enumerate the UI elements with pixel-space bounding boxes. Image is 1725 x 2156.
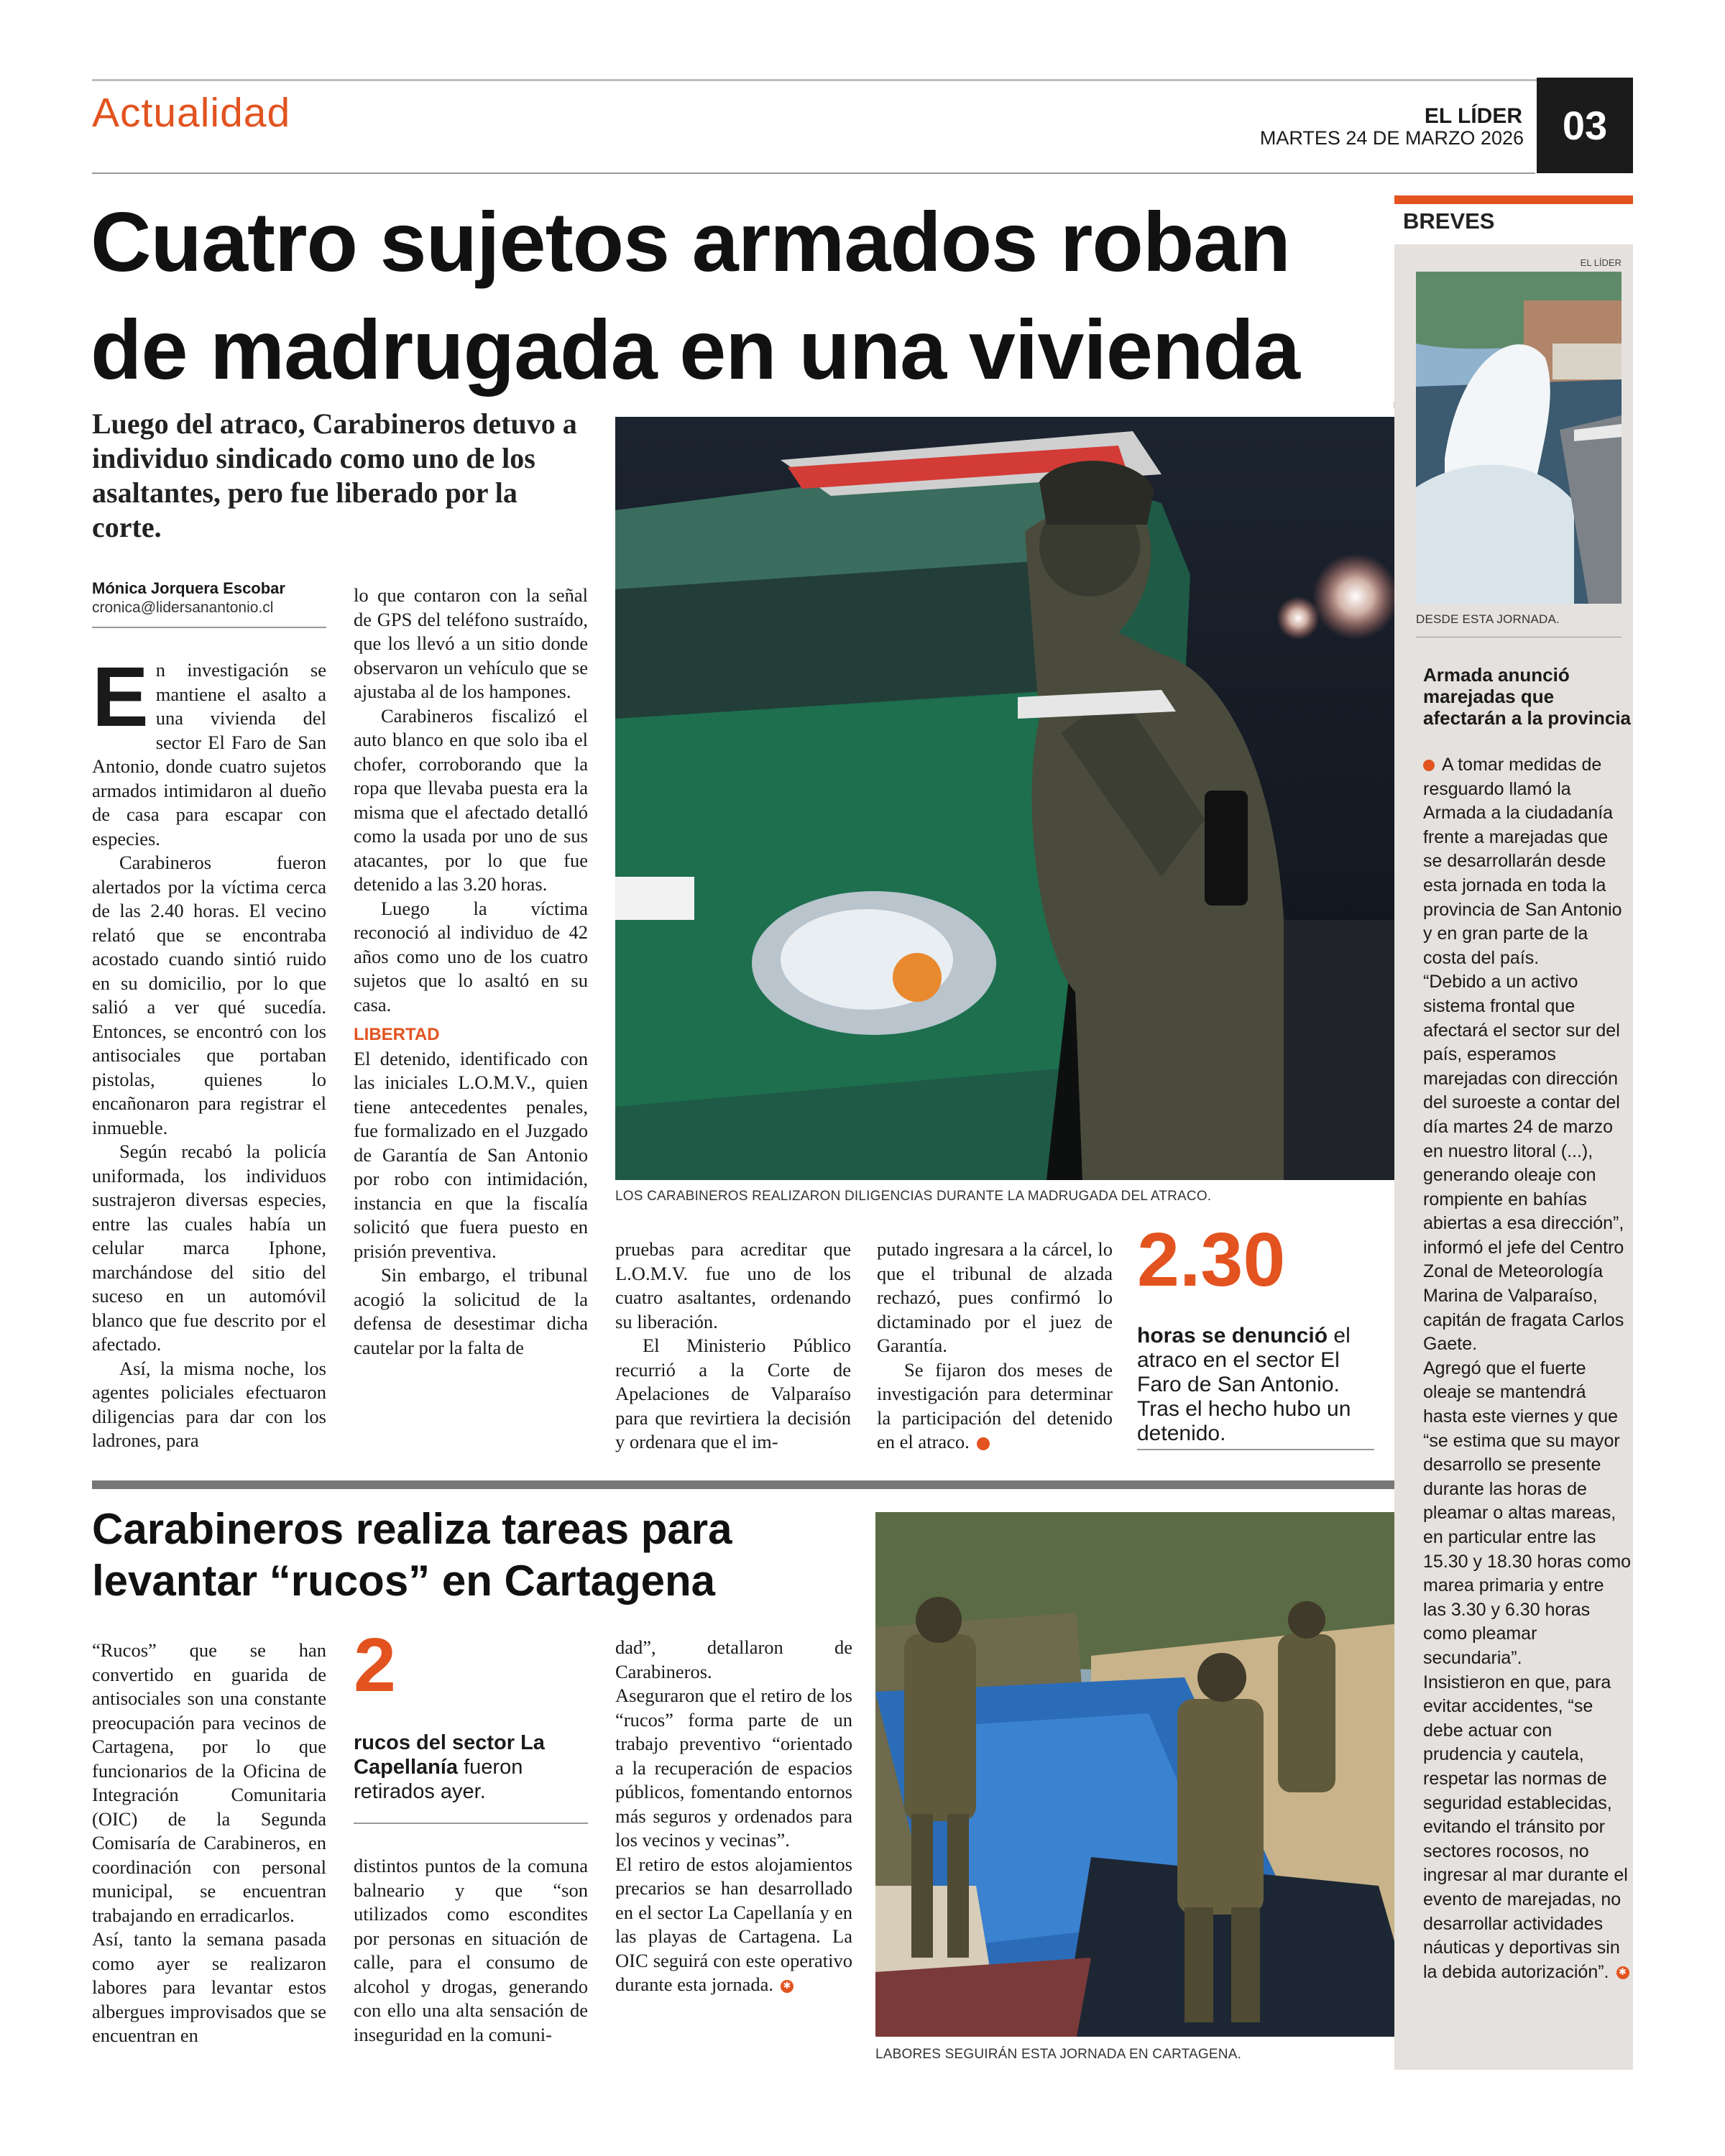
second-column-3 xyxy=(615,1636,852,1997)
subheading-libertad: LIBERTAD xyxy=(354,1025,440,1044)
second-photo xyxy=(875,1512,1435,2037)
second-stat-text xyxy=(354,1731,588,1804)
main-headline-line2: de madrugada en una vivienda xyxy=(91,303,1300,397)
end-mark-icon: ✱ xyxy=(781,1980,794,1993)
paragraph: n investigación se mantiene el asalto a una vivienda del sector El Faro de San Antonio, donde cuatro sujetos armados intimidaron al dueño de casa para escapar con especies. xyxy=(92,659,326,849)
paragraph: Luego la víctima reconoció al individuo de 42 años como uno de los cuatro sujetos que lo asaltó en su casa. xyxy=(354,897,588,1015)
end-mark-icon: ✱ xyxy=(977,1437,990,1450)
page-number: 03 xyxy=(1537,78,1633,173)
end-mark-icon: ✱ xyxy=(1616,1966,1629,1979)
sidebar-top-bar xyxy=(1394,195,1633,204)
stat-number: 2.30 xyxy=(1137,1217,1286,1302)
sidebar-body xyxy=(1423,753,1632,1984)
stat-rest: fueron retirados ayer. xyxy=(354,1756,523,1803)
cartagena-camp-photo xyxy=(875,1512,1435,2037)
waves-photo xyxy=(1416,272,1622,604)
header-rule xyxy=(92,172,1535,174)
second-stat-number: 2 xyxy=(354,1623,396,1708)
carabineros-night-photo xyxy=(615,417,1435,1180)
section-label: Actualidad xyxy=(92,90,291,136)
stat-bold: horas se denunció xyxy=(1137,1324,1328,1348)
second-headline-line1: Carabineros realiza tareas para xyxy=(92,1505,732,1553)
paragraph: Carabineros fueron alertados por la víctima cerca de las 2.40 horas. El vecino relató que se encontraba acostado cuando sintió ruido en su domicilio, por lo que salió a ver qué sucedía. Entonces, se encontró con los antisociales que portaban pistolas, quienes lo encañonaron para registrar el inmueble. xyxy=(92,852,326,1138)
top-rule xyxy=(92,79,1633,81)
stat-bold: rucos del sector La Capellanía xyxy=(354,1731,545,1779)
sidebar-photo xyxy=(1416,272,1622,604)
main-photo xyxy=(615,417,1435,1180)
main-headline-line1: Cuatro sujetos armados roban xyxy=(91,195,1290,289)
paragraph: Según recabó la policía uniformada, los individuos sustrajeron diversas especies, entre las cuales había un celular marca Iphone, marchándose del sitio del suceso en un automóvil blanco que fue descrito por el afectado. xyxy=(92,1141,326,1355)
sidebar-paragraph xyxy=(1423,753,1632,970)
sidebar-label: BREVES xyxy=(1403,208,1495,234)
main-headline xyxy=(91,188,1427,404)
main-column-3 xyxy=(615,1238,851,1455)
main-column-1 xyxy=(92,650,326,1453)
sidebar-paragraph-text: A tomar medidas de resguardo llamó la Armada a la ciudadanía frente a marejadas que se desarrollarán desde esta jornada en toda la provincia de San Antonio y en gran parte de la costa del país. xyxy=(1423,755,1622,968)
second-headline-line2: levantar “rucos” en Cartagena xyxy=(92,1557,715,1605)
main-column-2 xyxy=(354,584,588,1360)
second-stat-rule xyxy=(354,1823,588,1824)
paper-name: EL LÍDER xyxy=(1424,104,1522,128)
paragraph: pruebas para acreditar que L.O.M.V. fue uno de los cuatro asaltantes, ordenando su liberación. xyxy=(615,1238,851,1332)
bullet-dot-icon xyxy=(1423,760,1435,771)
stat-rest: el atraco en el sector El Faro de San Antonio. Tras el hecho hubo un detenido. xyxy=(1137,1324,1351,1445)
drop-cap: E xyxy=(92,650,149,745)
paragraph xyxy=(877,1358,1113,1455)
stat-text xyxy=(1137,1324,1353,1446)
sidebar-photo-credit: EL LÍDER xyxy=(1580,257,1622,268)
author-email: cronica@lidersanantonio.cl xyxy=(92,599,274,616)
paragraph: Carabineros fiscalizó el auto blanco en que solo iba el chofer, corroborando que la ropa que llevaba puesta era la misma que el afectado detalló como la usada por uno de sus atacantes, por lo que fue detenido a las 3.20 horas. xyxy=(354,704,588,895)
paragraph xyxy=(615,1853,852,1997)
sidebar-paragraph: Agregó que el fuerte oleaje se mantendrá hasta este viernes y que “se estima que su mayor desarrollo se presente durante las horas de pleamar o altas mareas, en particular entre las 15.30 y 18.30 horas como marea primaria y entre las 3.30 y 6.30 horas como pleamar secundaria”. xyxy=(1423,1358,1632,1668)
issue-date: MARTES 24 DE MARZO 2026 xyxy=(1259,127,1524,149)
sidebar-paragraph: “Debido a un activo sistema frontal que afectará el sector sur del país, esperamos marejadas con dirección del suroeste a contar del día martes 24 de marzo en nuestro litoral (...), generando oleaje con rompiente en bahías abiertas a esa dirección”, informó el jefe del Centro Zonal de Meteorología Marina de Valparaíso, capitán de fragata Carlos Gaete. xyxy=(1423,972,1624,1355)
paragraph: putado ingresara a la cárcel, lo que el tribunal de alzada rechazó, pues confirmó lo dictaminado por el juez de Garantía. xyxy=(877,1238,1113,1356)
sidebar-paragraph xyxy=(1423,1671,1632,1985)
second-photo-caption: LABORES SEGUIRÁN ESTA JORNADA EN CARTAGENA. xyxy=(875,2047,1242,2062)
second-column-1 xyxy=(92,1639,326,2048)
byline-rule xyxy=(92,627,326,628)
paragraph: El Ministerio Público recurrió a la Corte de Apelaciones de Valparaíso para que revirtiera la decisión y ordenara que el im- xyxy=(615,1335,851,1452)
main-deck: Luego del atraco, Carabineros detuvo a individuo sindicado como uno de los asaltantes, pero fue liberado por la corte. xyxy=(92,407,577,543)
paragraph: dad”, detallaron de Carabineros. xyxy=(615,1636,852,1682)
main-photo-caption: LOS CARABINEROS REALIZARON DILIGENCIAS DURANTE LA MADRUGADA DEL ATRACO. xyxy=(615,1189,1212,1204)
paragraph: El detenido, identificado con las iniciales L.O.M.V., quien tiene antecedentes penales, fue formalizado en el Juzgado de Garantía de San Antonio por robo con intimidación, instancia en que la fiscalía solicitó que fuera puesto en prisión preventiva. xyxy=(354,1047,588,1262)
paragraph: Así, la misma noche, los agentes policiales efectuaron diligencias para dar con los ladrones, para xyxy=(92,1357,326,1451)
author-name: Mónica Jorquera Escobar xyxy=(92,579,285,597)
paragraph-text: El retiro de estos alojamientos precarios se han desarrollado en el sector La Capellanía y en las playas de Cartagena. La OIC seguirá con este operativo durante esta jornada. xyxy=(615,1853,852,1995)
sidebar-headline: Armada anunció marejadas que afectarán a la provincia xyxy=(1423,664,1632,729)
sidebar-paragraph-text: Insistieron en que, para evitar accidentes, “se debe actuar con prudencia y cautela, respetar las normas de seguridad establecidas, evitando el tránsito por sectores rocosos, no ingresar al mar durante el evento de marejadas, no desarrollar actividades náuticas y deportivas sin la debida autorización”. xyxy=(1423,1672,1628,1982)
stat-rule xyxy=(1137,1449,1374,1450)
paragraph: lo que contaron con la señal de GPS del teléfono sustraído, que los llevó a un sitio donde observaron un vehículo que se ajustaba al de los hampones. xyxy=(354,584,588,702)
paragraph: distintos puntos de la comuna balneario y que “son utilizados como escondites por personas en situación de calle, para el consumo de alcohol y drogas, generando con ello una alta sensación de inseguridad en la comuni- xyxy=(354,1855,588,2045)
second-column-2 xyxy=(354,1854,588,2047)
paragraph: Aseguraron que el retiro de los “rucos” forma parte de un trabajo preventivo “orientado a la recuperación de espacios públicos, fomentando entornos más seguros y ordenados para los vecinos y vecinas”. xyxy=(615,1685,852,1851)
second-headline xyxy=(92,1503,868,1607)
article-separator xyxy=(92,1480,1435,1489)
paragraph-text: Se fijaron dos meses de investigación para determinar la participación del detenido en el atraco. xyxy=(877,1358,1113,1452)
main-column-4 xyxy=(877,1238,1113,1455)
paragraph: Así, tanto la semana pasada como ayer se realizaron labores para levantar estos albergues improvisados que se encuentran en xyxy=(92,1928,326,2046)
paragraph: Sin embargo, el tribunal acogió la solicitud de la defensa de desestimar dicha cautelar por la falta de xyxy=(354,1264,588,1358)
sidebar-photo-caption: DESDE ESTA JORNADA. xyxy=(1416,612,1560,626)
paragraph: “Rucos” que se han convertido en guarida de antisociales son una constante preocupación para vecinos de Cartagena, por lo que funcionarios de la Oficina de Integración Comunitaria (OIC) de la Segunda Comisaría de Carabineros, en coordinación con personal municipal, se encuentran trabajando en erradicarlos. xyxy=(92,1639,326,1926)
